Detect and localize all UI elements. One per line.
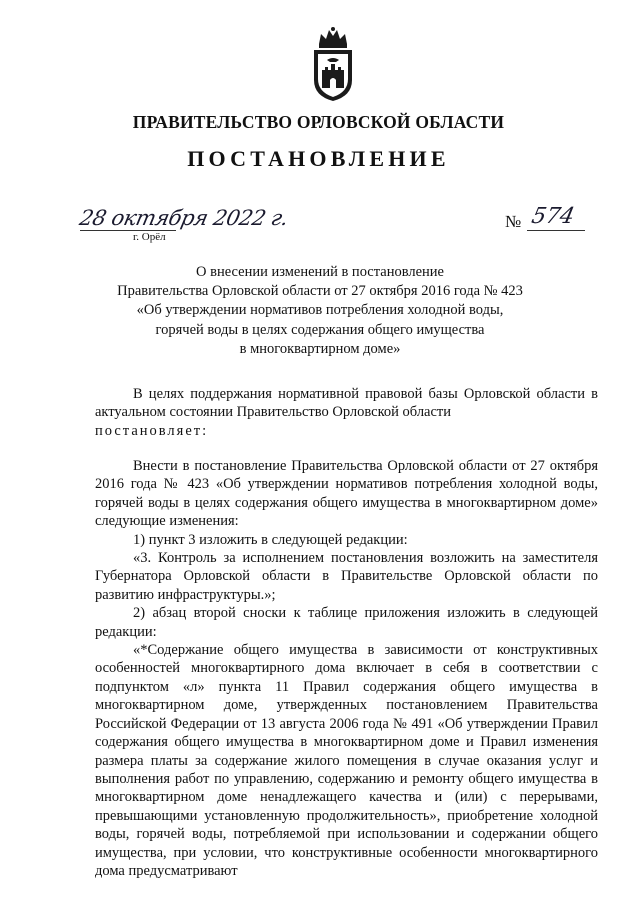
coat-of-arms-icon bbox=[310, 26, 356, 102]
body-paragraph: Внести в постановление Правительства Орловской области от 27 октября 2016 года № 423 «Об утверждении нормативов потребления холодной воды, горячей воды в целях содержания общего имущества в многоквартирном доме» следующие изменения: bbox=[95, 458, 598, 530]
handwritten-number: 574 bbox=[529, 204, 577, 229]
body-paragraph: «3. Контроль за исполнением постановления возложить на заместителя Губернатора Орловской области в Правительстве Орловской области по развитию инфраструктуры.»; bbox=[95, 550, 598, 603]
subject-line: в многоквартирном доме» bbox=[239, 340, 401, 357]
subject-line: «Об утверждении нормативов потребления холодной воды, bbox=[136, 302, 504, 319]
handwritten-date: 28 октября 2022 г. bbox=[77, 206, 291, 230]
body-block bbox=[95, 457, 598, 880]
number-underline bbox=[527, 230, 585, 231]
subject-line: Правительства Орловской области от 27 октября 2016 года № 423 bbox=[117, 283, 523, 300]
document-type: ПОСТАНОВЛЕНИЕ bbox=[187, 146, 450, 171]
subject-line: горячей воды в целях содержания общего имущества bbox=[155, 321, 485, 338]
preamble-block bbox=[95, 385, 598, 440]
number-sign: № bbox=[505, 212, 522, 231]
preamble-resolves: постановляет: bbox=[95, 422, 209, 439]
city-label: г. Орёл bbox=[133, 231, 166, 243]
subject-line: О внесении изменений в постановление bbox=[196, 264, 444, 280]
government-name: ПРАВИТЕЛЬСТВО ОРЛОВСКОЙ ОБЛАСТИ bbox=[132, 112, 505, 132]
subject-block bbox=[100, 263, 540, 359]
preamble-text: В целях поддержания нормативной правовой базы Орловской области в актуальном состоянии Правительство Орловской области bbox=[95, 386, 598, 421]
body-paragraph: 1) пункт 3 изложить в следующей редакции: bbox=[133, 531, 408, 548]
body-paragraph: 2) абзац второй сноски к таблице приложения изложить в следующей редакции: bbox=[95, 605, 598, 640]
body-paragraph: «*Содержание общего имущества в зависимости от конструктивных особенностей многоквартирного дома включает в себя в соответствии с подпунктом «л» пункта 11 Правил содержания общего имущества в многоквартирном доме, утвержденных постановлением Правительства Российской Федерации от 13 августа 2006 года № 491 «Об утверждении Правил содержания общего имущества в многоквартирном доме и Правил изменения размера платы за содержание жилого помещения в случае оказания услуг и выполнения работ по управлению, содержанию и ремонту общего имущества в многоквартирном доме ненадлежащего качества и (или) с перерывами, превышающими установленную продолжительность», приобретение холодной воды, горячей воды, потребляемой при использовании и содержании общего имущества, при условии, что конструктивные особенности многоквартирного дома предусматривают bbox=[95, 642, 598, 879]
